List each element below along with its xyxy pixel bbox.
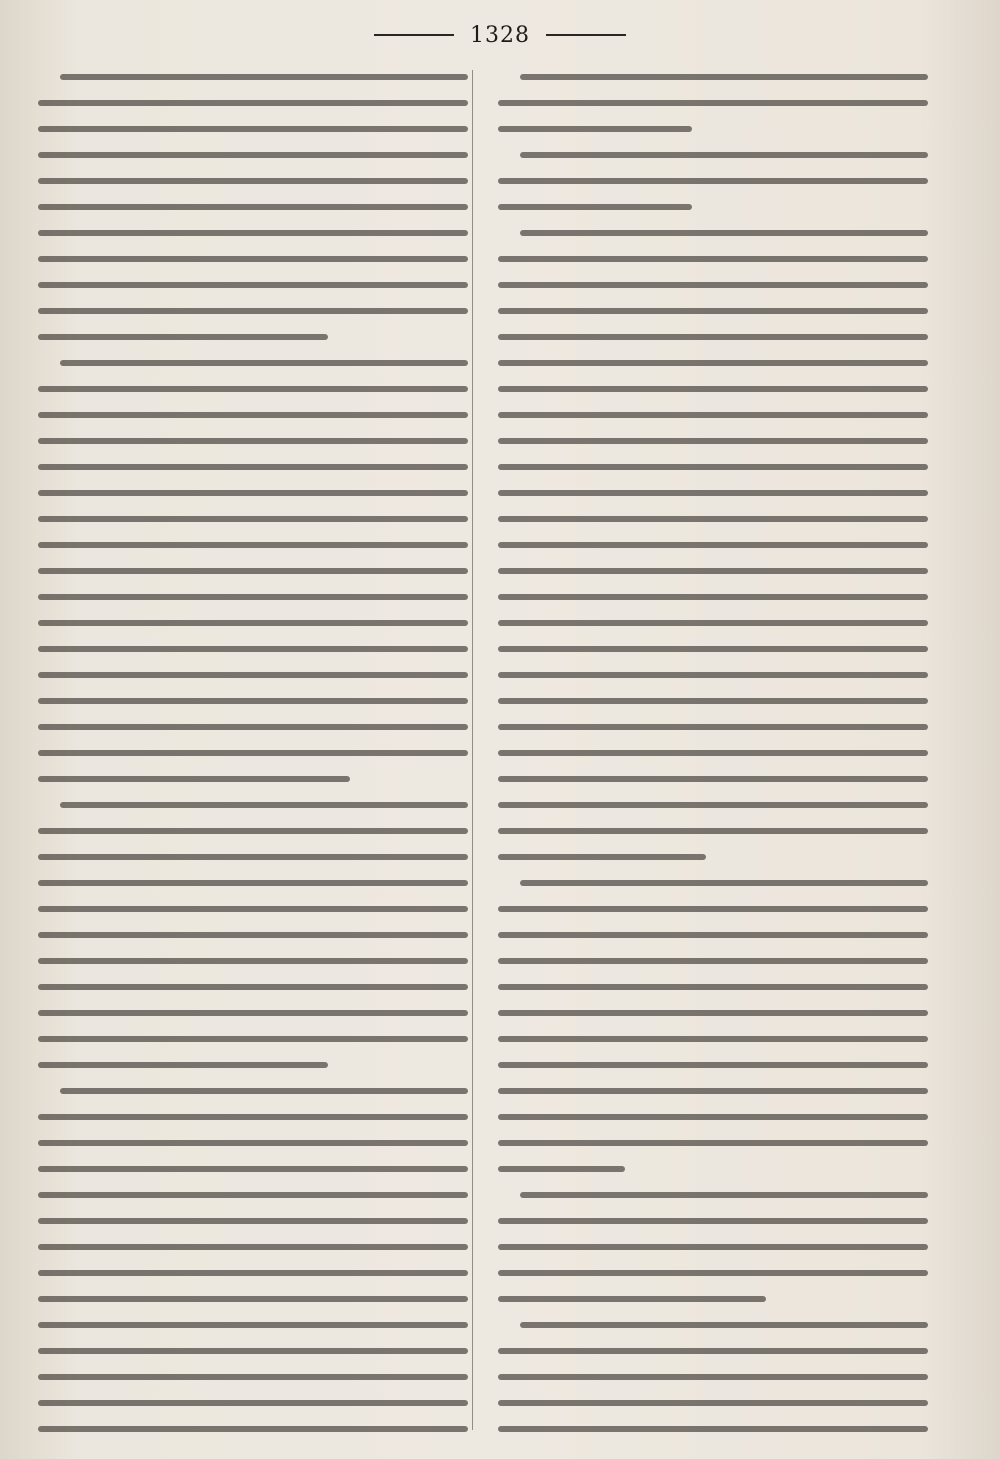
text-line [498, 166, 938, 192]
paragraph [38, 348, 478, 790]
page-header [0, 16, 1000, 54]
paragraph [498, 140, 938, 218]
paragraph [38, 1076, 478, 1432]
left-column [38, 62, 478, 1432]
text-line [498, 556, 938, 582]
text-line [498, 1258, 938, 1284]
paragraph [498, 1310, 938, 1432]
text-line [38, 478, 478, 504]
paragraph [38, 790, 478, 1076]
text-line [498, 634, 938, 660]
text-line [498, 270, 938, 296]
paragraph [498, 62, 938, 140]
text-line [498, 1024, 938, 1050]
text-line [498, 140, 938, 166]
header-rule-right [546, 34, 626, 36]
text-line [498, 868, 938, 894]
paragraph [498, 1180, 938, 1310]
text-line [498, 192, 938, 218]
text-line [38, 608, 478, 634]
text-line [38, 686, 478, 712]
text-line [498, 530, 938, 556]
text-line [38, 1180, 478, 1206]
text-line [38, 452, 478, 478]
text-line [498, 1206, 938, 1232]
text-line [498, 1102, 938, 1128]
text-line [498, 764, 938, 790]
text-line [498, 478, 938, 504]
paragraph [498, 868, 938, 1180]
text-line [38, 1310, 478, 1336]
text-line [498, 1050, 938, 1076]
text-line [498, 608, 938, 634]
text-line [38, 816, 478, 842]
text-line [38, 270, 478, 296]
text-line [38, 1206, 478, 1232]
text-line [38, 504, 478, 530]
right-column [498, 62, 938, 1432]
text-line [38, 1076, 478, 1102]
text-line [38, 348, 478, 374]
text-line [38, 426, 478, 452]
text-line [38, 738, 478, 764]
text-line [38, 1336, 478, 1362]
paragraph [38, 62, 478, 348]
text-line [498, 920, 938, 946]
text-line [498, 1362, 938, 1388]
text-line [38, 400, 478, 426]
text-line [498, 504, 938, 530]
text-line [498, 816, 938, 842]
text-line [498, 218, 938, 244]
text-line [38, 1128, 478, 1154]
text-line [498, 426, 938, 452]
text-line [38, 582, 478, 608]
text-line [38, 998, 478, 1024]
text-line [38, 88, 478, 114]
text-line [498, 1414, 938, 1432]
text-line [38, 374, 478, 400]
text-line [38, 1258, 478, 1284]
page-number: 1328 [470, 22, 530, 48]
text-line [38, 244, 478, 270]
text-line [38, 140, 478, 166]
text-line [498, 582, 938, 608]
text-line [498, 1154, 938, 1180]
text-line [498, 1310, 938, 1336]
text-line [38, 764, 478, 790]
text-line [498, 1128, 938, 1154]
text-line [38, 1284, 478, 1310]
text-line [498, 348, 938, 374]
text-line [498, 946, 938, 972]
text-line [38, 530, 478, 556]
text-line [498, 660, 938, 686]
text-line [38, 712, 478, 738]
text-line [38, 1232, 478, 1258]
text-line [38, 946, 478, 972]
text-line [498, 1284, 938, 1310]
text-line [38, 322, 478, 348]
text-line [38, 842, 478, 868]
text-line [38, 218, 478, 244]
text-line [498, 738, 938, 764]
text-line [38, 114, 478, 140]
text-line [498, 296, 938, 322]
header-rule-left [374, 34, 454, 36]
text-line [498, 88, 938, 114]
text-line [498, 1076, 938, 1102]
text-line [38, 1388, 478, 1414]
text-line [38, 660, 478, 686]
text-line [38, 1154, 478, 1180]
text-line [38, 868, 478, 894]
text-line [498, 114, 938, 140]
text-line [38, 1050, 478, 1076]
text-line [38, 894, 478, 920]
text-line [498, 374, 938, 400]
text-line [498, 244, 938, 270]
text-line [38, 1102, 478, 1128]
text-line [498, 790, 938, 816]
text-line [38, 1024, 478, 1050]
text-line [38, 192, 478, 218]
text-line [498, 1232, 938, 1258]
text-line [498, 1336, 938, 1362]
text-line [38, 62, 478, 88]
text-line [38, 296, 478, 322]
text-line [498, 686, 938, 712]
text-line [38, 972, 478, 998]
text-line [498, 998, 938, 1024]
text-line [498, 322, 938, 348]
text-line [38, 166, 478, 192]
paragraph [498, 218, 938, 868]
text-line [498, 452, 938, 478]
text-line [38, 556, 478, 582]
text-line [498, 400, 938, 426]
text-line [498, 1180, 938, 1206]
text-line [498, 842, 938, 868]
text-line [38, 1362, 478, 1388]
text-line [38, 1414, 478, 1432]
text-line [498, 1388, 938, 1414]
text-line [38, 634, 478, 660]
text-line [498, 894, 938, 920]
text-line [498, 712, 938, 738]
text-line [498, 62, 938, 88]
text-line [38, 790, 478, 816]
text-line [498, 972, 938, 998]
text-line [38, 920, 478, 946]
